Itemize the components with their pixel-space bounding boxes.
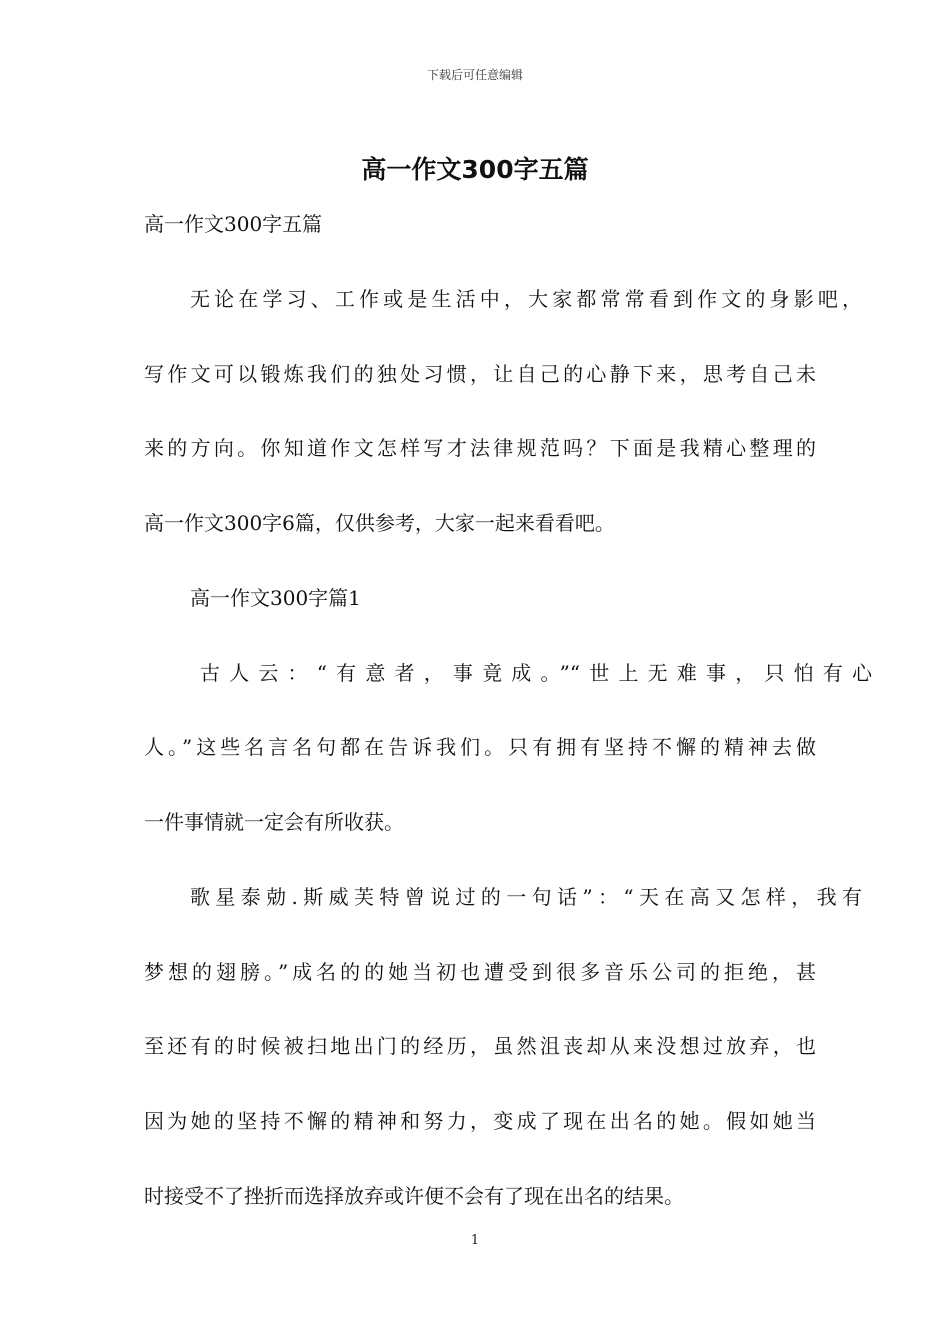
paragraph-line: 一件事情就一定会有所收获。 [144,810,404,834]
paragraph-line: 时接受不了挫折而选择放弃或许便不会有了现在出名的结果。 [144,1184,684,1208]
page-number: 1 [470,1233,480,1248]
paragraph-line: 人。”这些名言名句都在告诉我们。只有拥有坚持不懈的精神去做 [144,735,816,759]
paragraph-line: 无论在学习、工作或是生活中，大家都常常看到作文的身影吧， [190,287,862,311]
paragraph-line: 因为她的坚持不懈的精神和努力，变成了现在出名的她。假如她当 [144,1109,816,1133]
paragraph-line: 写作文可以锻炼我们的独处习惯，让自己的心静下来，思考自己未 [144,362,816,386]
section-heading: 高一作文300字篇1 [190,586,361,610]
paragraph-line: 梦想的翅膀。”成名的的她当初也遭受到很多音乐公司的拒绝，甚 [144,960,816,984]
paragraph-line: 高一作文300字6篇，仅供参考，大家一起来看看吧。 [144,511,615,535]
document-title: 高一作文300字五篇 [361,155,589,184]
paragraph-line: 古人云：“有意者，事竟成。”“世上无难事，只怕有心 [200,661,872,685]
paragraph-line: 至还有的时候被扫地出门的经历，虽然沮丧却从来没想过放弃，也 [144,1034,816,1058]
paragraph-line: 歌星泰勀.斯威芙特曾说过的一句话”：“天在高又怎样，我有 [190,885,862,909]
subtitle-line: 高一作文300字五篇 [144,212,323,236]
header-note: 下载后可任意编辑 [426,68,523,82]
paragraph-line: 来的方向。你知道作文怎样写才法律规范吗？下面是我精心整理的 [144,436,816,460]
